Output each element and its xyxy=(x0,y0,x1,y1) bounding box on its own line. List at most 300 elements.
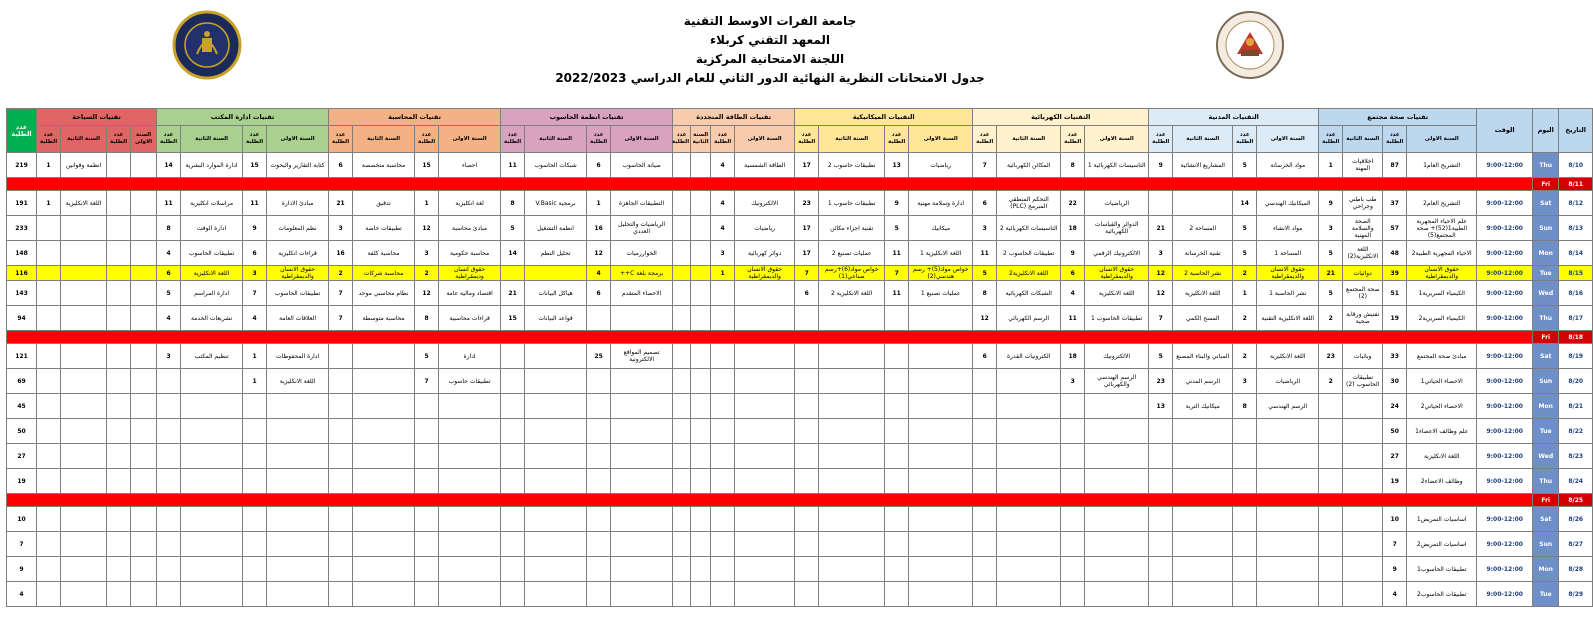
second-year-count xyxy=(37,469,61,494)
day-cell: Tue xyxy=(1533,582,1559,607)
second-year-count xyxy=(157,507,181,532)
second-year-count: 5 xyxy=(973,266,997,281)
second-year-subject xyxy=(353,557,415,582)
first-year-subject: تطبيقات الحاسوب2 xyxy=(1407,582,1477,607)
total-students-cell: 4 xyxy=(7,582,37,607)
second-year-count: 8 xyxy=(157,216,181,241)
first-year-subject: التشريح العام1 xyxy=(1407,153,1477,178)
first-year-count: 15 xyxy=(243,153,267,178)
first-year-count: 14 xyxy=(1233,191,1257,216)
first-year-subject: اللغة الانكليزية xyxy=(1085,281,1149,306)
second-year-count xyxy=(1319,507,1343,532)
first-year-count: 25 xyxy=(587,344,611,369)
first-year-count xyxy=(1061,532,1085,557)
first-year-subject xyxy=(611,469,673,494)
friday-row xyxy=(7,331,1593,344)
first-year-count xyxy=(415,469,439,494)
second-year-count: 3 xyxy=(973,216,997,241)
second-year-count: 11 xyxy=(157,191,181,216)
second-year-header: السنة الثانية xyxy=(181,126,243,153)
first-year-count xyxy=(415,507,439,532)
first-year-count: 6 xyxy=(587,153,611,178)
second-year-subject xyxy=(691,266,711,281)
second-year-count xyxy=(329,469,353,494)
day-cell: Mon xyxy=(1533,557,1559,582)
second-year-count xyxy=(795,369,819,394)
total-students-cell: 27 xyxy=(7,444,37,469)
friday-span xyxy=(7,178,1533,191)
second-year-count: 4 xyxy=(157,241,181,266)
first-year-subject: خواص مواد(5)+ رسم هندسي(2) xyxy=(909,266,973,281)
first-year-count: 19 xyxy=(1383,469,1407,494)
second-year-count xyxy=(973,469,997,494)
second-year-subject: اللغة الانكليزية xyxy=(1173,281,1233,306)
first-year-count: 3 xyxy=(243,266,267,281)
exam-day-row xyxy=(7,507,1593,532)
second-year-subject xyxy=(691,557,711,582)
date-cell: 8/14 xyxy=(1559,241,1593,266)
institute-name: المعهد التقني كربلاء xyxy=(709,33,831,47)
second-year-count xyxy=(501,532,525,557)
first-year-subject xyxy=(1085,507,1149,532)
date-cell: 8/19 xyxy=(1559,344,1593,369)
second-year-count xyxy=(1149,191,1173,216)
first-year-count: 7 xyxy=(885,266,909,281)
second-year-count xyxy=(329,532,353,557)
first-year-subject xyxy=(267,394,329,419)
first-year-count: 9 xyxy=(243,216,267,241)
first-year-count: 16 xyxy=(587,216,611,241)
first-year-count: 33 xyxy=(1383,344,1407,369)
first-year-subject xyxy=(909,369,973,394)
first-year-subject xyxy=(131,241,157,266)
first-year-header: السنة الاولى xyxy=(1407,126,1477,153)
second-year-count xyxy=(973,444,997,469)
second-year-subject: ادارة المراسم xyxy=(181,281,243,306)
first-year-subject xyxy=(1257,532,1319,557)
second-year-subject xyxy=(691,281,711,306)
first-year-count: 1 xyxy=(243,369,267,394)
first-year-subject: تطبيقات الحاسوب1 xyxy=(1407,557,1477,582)
second-year-subject xyxy=(819,369,885,394)
second-year-subject xyxy=(691,532,711,557)
second-year-header: السنة الثانية xyxy=(61,126,107,153)
first-year-count xyxy=(243,394,267,419)
first-year-count xyxy=(587,444,611,469)
second-year-subject xyxy=(61,419,107,444)
department-header: تقنيات السياحة xyxy=(37,109,157,126)
second-year-subject: تطبيقات حاسوب 1 xyxy=(819,191,885,216)
second-year-subject xyxy=(997,394,1061,419)
second-year-count xyxy=(673,216,691,241)
second-year-subject xyxy=(61,444,107,469)
first-year-count: 50 xyxy=(1383,419,1407,444)
first-year-subject xyxy=(611,419,673,444)
first-year-subject: مبادئ الادارة xyxy=(267,191,329,216)
second-year-subject: نظام محاسبي موحد xyxy=(353,281,415,306)
first-year-subject xyxy=(1257,419,1319,444)
first-year-subject xyxy=(439,469,501,494)
first-year-subject: اساسيات التمريض2 xyxy=(1407,532,1477,557)
first-year-count: 10 xyxy=(1383,507,1407,532)
second-year-count xyxy=(157,582,181,607)
first-year-count: 48 xyxy=(1383,241,1407,266)
first-year-subject xyxy=(611,582,673,607)
date-header: التاريخ xyxy=(1559,109,1593,153)
second-year-subject xyxy=(997,444,1061,469)
second-year-count xyxy=(329,369,353,394)
second-year-subject xyxy=(353,469,415,494)
first-year-count: 7 xyxy=(415,369,439,394)
second-year-count xyxy=(37,557,61,582)
second-year-count: 5 xyxy=(1319,241,1343,266)
total-students-cell: 219 xyxy=(7,153,37,178)
second-year-count xyxy=(1149,532,1173,557)
first-year-subject xyxy=(1257,557,1319,582)
second-year-subject xyxy=(61,306,107,331)
second-year-count: 5 xyxy=(1319,281,1343,306)
first-year-count xyxy=(885,419,909,444)
second-year-subject xyxy=(819,469,885,494)
first-year-count xyxy=(1233,582,1257,607)
second-year-count xyxy=(37,216,61,241)
first-year-subject xyxy=(131,369,157,394)
first-year-count xyxy=(243,444,267,469)
second-year-count: 21 xyxy=(1319,266,1343,281)
department-header: تقنيات المحاسبة xyxy=(329,109,501,126)
second-year-subject xyxy=(353,532,415,557)
second-year-subject: تحليل النظم xyxy=(525,241,587,266)
first-year-subject: اللغة الانكليزية 1 xyxy=(909,241,973,266)
second-year-subject xyxy=(691,306,711,331)
first-year-subject: الاحياء المجهرية الطبية2 xyxy=(1407,241,1477,266)
first-year-subject: حقوق انسان وديمقراطية xyxy=(439,266,501,281)
second-year-count: 6 xyxy=(329,153,353,178)
first-year-count: 2 xyxy=(1233,266,1257,281)
first-year-count: 6 xyxy=(243,241,267,266)
total-students-cell: 69 xyxy=(7,369,37,394)
second-year-count xyxy=(329,557,353,582)
first-year-subject xyxy=(439,394,501,419)
second-year-count xyxy=(673,281,691,306)
second-year-count: 7 xyxy=(973,153,997,178)
first-year-count: 4 xyxy=(1061,281,1085,306)
second-year-count: 16 xyxy=(329,241,353,266)
second-year-subject xyxy=(997,582,1061,607)
second-year-subject xyxy=(525,419,587,444)
second-year-count: 5 xyxy=(501,216,525,241)
first-year-count xyxy=(885,532,909,557)
first-year-count: 1 xyxy=(243,344,267,369)
first-year-count: 11 xyxy=(1061,306,1085,331)
second-year-count xyxy=(501,419,525,444)
second-year-count xyxy=(329,419,353,444)
first-year-subject xyxy=(1257,582,1319,607)
second-year-count xyxy=(37,444,61,469)
first-year-subject: وظائف الاعضاء2 xyxy=(1407,469,1477,494)
second-year-count xyxy=(37,507,61,532)
first-year-subject xyxy=(267,507,329,532)
time-cell: 9:00-12:00 xyxy=(1477,582,1533,607)
first-year-subject: نشر الحاسبة 1 xyxy=(1257,281,1319,306)
first-year-count xyxy=(885,306,909,331)
first-year-subject xyxy=(735,344,795,369)
second-year-subject xyxy=(1343,444,1383,469)
second-year-count xyxy=(1149,419,1173,444)
first-year-count: 3 xyxy=(711,241,735,266)
second-year-count xyxy=(795,344,819,369)
second-year-subject xyxy=(181,444,243,469)
first-year-count: 6 xyxy=(1061,266,1085,281)
first-year-count: 5 xyxy=(415,344,439,369)
second-year-count xyxy=(501,369,525,394)
first-year-subject xyxy=(131,469,157,494)
first-year-count xyxy=(415,557,439,582)
second-year-subject xyxy=(181,507,243,532)
day-cell: Sat xyxy=(1533,191,1559,216)
first-year-count xyxy=(711,306,735,331)
second-year-count xyxy=(673,394,691,419)
students-header: عدد الطلبة xyxy=(329,126,353,153)
first-year-count xyxy=(107,153,131,178)
first-year-count: 11 xyxy=(885,241,909,266)
first-year-count: 9 xyxy=(885,191,909,216)
second-year-count: 3 xyxy=(1319,216,1343,241)
second-year-subject xyxy=(1173,532,1233,557)
second-year-subject: محاسبة متخصصة xyxy=(353,153,415,178)
first-year-subject xyxy=(131,153,157,178)
first-year-subject xyxy=(131,582,157,607)
first-year-count xyxy=(415,582,439,607)
second-year-count: 7 xyxy=(795,266,819,281)
first-year-count xyxy=(711,557,735,582)
second-year-count xyxy=(973,419,997,444)
second-year-subject: ميكانيك التربة xyxy=(1173,394,1233,419)
second-year-count xyxy=(329,507,353,532)
second-year-subject: اللغة الانكليزية xyxy=(61,191,107,216)
second-year-subject: مراسلات انكليزية xyxy=(181,191,243,216)
date-cell: 8/12 xyxy=(1559,191,1593,216)
first-year-count: 5 xyxy=(885,216,909,241)
second-year-count xyxy=(37,582,61,607)
first-year-count: 4 xyxy=(1383,582,1407,607)
second-year-count: 9 xyxy=(1149,153,1173,178)
first-year-count xyxy=(587,507,611,532)
first-year-count: 1 xyxy=(711,266,735,281)
total-header: عدد الطلبة xyxy=(7,109,37,153)
first-year-subject xyxy=(909,582,973,607)
first-year-count xyxy=(1233,419,1257,444)
first-year-subject: الرسم الهندسي والكهربائي xyxy=(1085,369,1149,394)
second-year-count: 1 xyxy=(37,191,61,216)
first-year-count xyxy=(1233,532,1257,557)
first-year-count xyxy=(1061,394,1085,419)
first-year-subject: الخوارزميات xyxy=(611,241,673,266)
first-year-subject xyxy=(439,507,501,532)
first-year-subject: مبادئ محاسبة xyxy=(439,216,501,241)
students-header: عدد الطلبة xyxy=(243,126,267,153)
second-year-subject xyxy=(691,369,711,394)
first-year-count: 8 xyxy=(1233,394,1257,419)
second-year-subject: تقنية اجزاء مكائن xyxy=(819,216,885,241)
first-year-subject: محاسبة حكومية xyxy=(439,241,501,266)
first-year-subject xyxy=(1085,582,1149,607)
second-year-subject xyxy=(691,216,711,241)
committee-name: اللجنة الامتحانية المركزية xyxy=(695,52,845,66)
first-year-subject: برمجة بلغة C++ xyxy=(611,266,673,281)
time-cell: 9:00-12:00 xyxy=(1477,394,1533,419)
second-year-subject: التحكم المنطقي المبرمج (PLC) xyxy=(997,191,1061,216)
first-year-subject xyxy=(909,444,973,469)
second-year-subject xyxy=(1173,469,1233,494)
first-year-subject xyxy=(909,507,973,532)
second-year-subject xyxy=(1343,582,1383,607)
first-year-count xyxy=(711,394,735,419)
first-year-count: 11 xyxy=(885,281,909,306)
second-year-count xyxy=(795,469,819,494)
second-year-header: السنة الثانية xyxy=(353,126,415,153)
students-header: عدد الطلبة xyxy=(107,126,131,153)
second-year-subject xyxy=(819,507,885,532)
first-year-count xyxy=(107,241,131,266)
first-year-count xyxy=(107,191,131,216)
first-year-subject xyxy=(131,344,157,369)
first-year-count: 2 xyxy=(415,266,439,281)
first-year-count: 5 xyxy=(1233,153,1257,178)
first-year-subject xyxy=(611,444,673,469)
institute-logo xyxy=(172,10,242,80)
second-year-count xyxy=(37,281,61,306)
first-year-count xyxy=(243,582,267,607)
first-year-subject xyxy=(735,394,795,419)
first-year-count xyxy=(243,507,267,532)
first-year-header: السنة الاولى xyxy=(735,126,795,153)
day-cell: Fri xyxy=(1533,178,1559,191)
first-year-count xyxy=(415,394,439,419)
second-year-count: 21 xyxy=(1149,216,1173,241)
date-cell: 8/13 xyxy=(1559,216,1593,241)
first-year-subject xyxy=(909,306,973,331)
second-year-count: 4 xyxy=(157,306,181,331)
second-year-subject xyxy=(1343,532,1383,557)
second-year-count: 17 xyxy=(795,153,819,178)
first-year-count xyxy=(1061,444,1085,469)
first-year-count: 30 xyxy=(1383,369,1407,394)
students-header: عدد الطلبة xyxy=(711,126,735,153)
first-year-count xyxy=(711,419,735,444)
first-year-count: 37 xyxy=(1383,191,1407,216)
second-year-subject xyxy=(525,469,587,494)
second-year-subject: شبكات الحاسوب xyxy=(525,153,587,178)
students-header: عدد الطلبة xyxy=(1319,126,1343,153)
first-year-subject: اللغة الانكليزية xyxy=(267,369,329,394)
first-year-count: 7 xyxy=(1383,532,1407,557)
first-year-count xyxy=(243,419,267,444)
second-year-subject xyxy=(181,469,243,494)
time-cell: 9:00-12:00 xyxy=(1477,153,1533,178)
first-year-count xyxy=(107,557,131,582)
first-year-subject: احصاء xyxy=(439,153,501,178)
first-year-subject: رياضيات xyxy=(735,216,795,241)
first-year-subject xyxy=(131,507,157,532)
second-year-subject xyxy=(997,557,1061,582)
exam-day-row xyxy=(7,394,1593,419)
first-year-count: 8 xyxy=(415,306,439,331)
second-year-subject: ادارة الوقت xyxy=(181,216,243,241)
second-year-subject: عمليات تصنيع 2 xyxy=(819,241,885,266)
date-cell: 8/28 xyxy=(1559,557,1593,582)
first-year-count xyxy=(107,216,131,241)
first-year-count: 19 xyxy=(1383,306,1407,331)
second-year-count: 9 xyxy=(1319,191,1343,216)
first-year-subject: الاحصاء الحياتي1 xyxy=(1407,369,1477,394)
second-year-subject: اللغة الانكليزية(2) xyxy=(1343,241,1383,266)
second-year-count xyxy=(673,191,691,216)
first-year-subject xyxy=(611,369,673,394)
second-year-subject xyxy=(819,557,885,582)
first-year-subject: تطبيقات الحاسوب xyxy=(267,281,329,306)
second-year-subject xyxy=(691,444,711,469)
second-year-count xyxy=(795,306,819,331)
first-year-count: 11 xyxy=(243,191,267,216)
first-year-subject: مبادئ صحة المجتمع xyxy=(1407,344,1477,369)
first-year-subject xyxy=(439,557,501,582)
first-year-count xyxy=(107,419,131,444)
date-cell: 8/11 xyxy=(1559,178,1593,191)
first-year-subject xyxy=(267,582,329,607)
first-year-subject: نظم المعلومات xyxy=(267,216,329,241)
second-year-subject: تطبيقات الحاسوب xyxy=(181,241,243,266)
time-cell: 9:00-12:00 xyxy=(1477,444,1533,469)
first-year-subject: التشريح العام2 xyxy=(1407,191,1477,216)
students-header: عدد الطلبة xyxy=(795,126,819,153)
total-students-cell: 50 xyxy=(7,419,37,444)
first-year-subject xyxy=(1085,419,1149,444)
first-year-subject: دوائر كهربائية xyxy=(735,241,795,266)
second-year-subject: المسح الكمي xyxy=(1173,306,1233,331)
students-header: عدد الطلبة xyxy=(673,126,691,153)
second-year-subject: تدقيق xyxy=(353,191,415,216)
first-year-count xyxy=(107,369,131,394)
second-year-count xyxy=(157,532,181,557)
second-year-subject: الرسم الكهربائي xyxy=(997,306,1061,331)
second-year-count xyxy=(673,306,691,331)
second-year-subject xyxy=(819,306,885,331)
second-year-count: 7 xyxy=(1149,306,1173,331)
first-year-count: 57 xyxy=(1383,216,1407,241)
first-year-count: 13 xyxy=(885,153,909,178)
day-cell: Fri xyxy=(1533,331,1559,344)
header-titles xyxy=(520,12,1020,88)
second-year-count xyxy=(795,444,819,469)
first-year-count: 4 xyxy=(711,153,735,178)
exam-day-row xyxy=(7,281,1593,306)
first-year-subject xyxy=(611,507,673,532)
second-year-count xyxy=(795,419,819,444)
first-year-subject: تطبيقات حاسوب xyxy=(439,369,501,394)
first-year-count xyxy=(587,469,611,494)
first-year-subject: حقوق الانسان والديمقراطية xyxy=(1257,266,1319,281)
first-year-subject xyxy=(131,266,157,281)
second-year-count: 21 xyxy=(501,281,525,306)
second-year-count xyxy=(1319,469,1343,494)
second-year-subject: محاسبة كلفة xyxy=(353,241,415,266)
friday-row xyxy=(7,494,1593,507)
second-year-count xyxy=(973,507,997,532)
second-year-count xyxy=(501,394,525,419)
second-year-subject xyxy=(61,281,107,306)
first-year-subject xyxy=(439,582,501,607)
